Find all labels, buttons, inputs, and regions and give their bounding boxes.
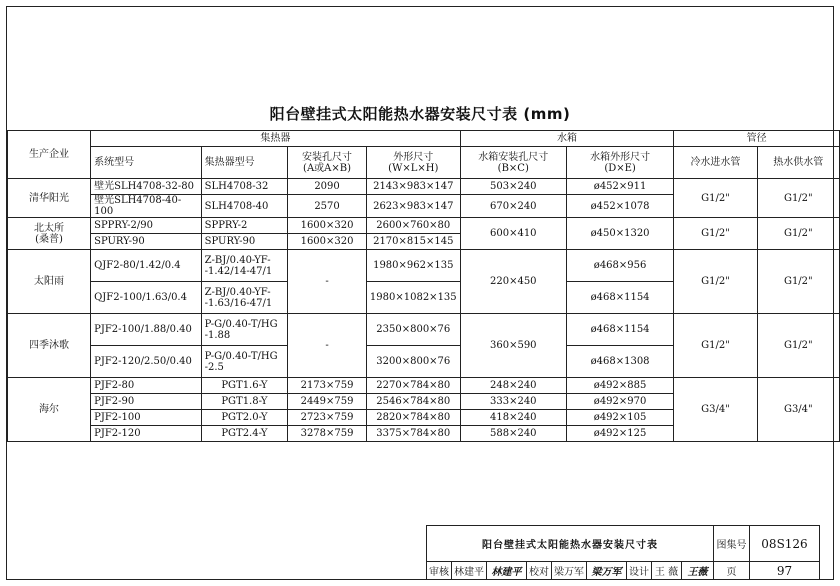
cell: 壁光SLH4708-40-100 xyxy=(91,195,202,218)
designer-signature: 王薇 xyxy=(682,562,714,580)
cell: G3/4" xyxy=(757,378,839,442)
cell: 2143×983×147 xyxy=(366,179,460,195)
cell: - xyxy=(288,314,367,378)
reviewer-signature: 林建平 xyxy=(487,562,527,580)
cell: 1600×320 xyxy=(288,218,367,234)
cell: 2600×760×80 xyxy=(366,218,460,234)
header-collector-model: 集热器型号 xyxy=(201,147,288,179)
cell: G1/2" xyxy=(757,179,839,218)
cell: - xyxy=(288,250,367,314)
cell: 1600×320 xyxy=(288,234,367,250)
cell: 588×240 xyxy=(460,426,566,442)
cell: PJF2-100/1.88/0.40 xyxy=(91,314,202,346)
cell: PJF2-120 xyxy=(91,426,202,442)
cell: 1980×962×135 xyxy=(366,250,460,282)
cell: PJF2-120/2.50/0.40 xyxy=(91,346,202,378)
cell: 3200×800×76 xyxy=(366,346,460,378)
cell: Z-BJ/0.40-YF- -1.63/16-47/1 xyxy=(201,282,288,314)
enterprise-bt: 北太所 (桑普) xyxy=(8,218,91,250)
cell: 3375×784×80 xyxy=(366,426,460,442)
cell: 670×240 xyxy=(460,195,566,218)
header-collector-group: 集热器 xyxy=(91,131,461,147)
cell: SPURY-90 xyxy=(201,234,288,250)
cell: 2449×759 xyxy=(288,394,367,410)
cell: SLH4708-32 xyxy=(201,179,288,195)
title-block-title: 阳台壁挂式太阳能热水器安装尺寸表 xyxy=(427,526,714,562)
cell: 2170×815×145 xyxy=(366,234,460,250)
cell: 360×590 xyxy=(460,314,566,378)
cell: SPPRY-2/90 xyxy=(91,218,202,234)
cell: 2173×759 xyxy=(288,378,367,394)
table-title: 阳台壁挂式太阳能热水器安装尺寸表 (mm) xyxy=(269,105,571,123)
cell: ø452×1078 xyxy=(566,195,673,218)
dimension-table xyxy=(7,130,840,442)
cell: PJF2-100 xyxy=(91,410,202,426)
cell: ø452×911 xyxy=(566,179,673,195)
cell: 2350×800×76 xyxy=(366,314,460,346)
header-hot-out: 热水供水管 xyxy=(757,147,839,179)
cell: Z-BJ/0.40-YF- -1.42/14-47/1 xyxy=(201,250,288,282)
cell: 600×410 xyxy=(460,218,566,250)
cell: ø468×1154 xyxy=(566,314,673,346)
cell: SLH4708-40 xyxy=(201,195,288,218)
cell: 220×450 xyxy=(460,250,566,314)
header-tank-outer: 水箱外形尺寸 (D×E) xyxy=(566,147,673,179)
cell: 333×240 xyxy=(460,394,566,410)
cell: PJF2-80 xyxy=(91,378,202,394)
cell: G1/2" xyxy=(757,218,839,250)
header-tank-hole: 水箱安装孔尺寸 (B×C) xyxy=(460,147,566,179)
cell: 1980×1082×135 xyxy=(366,282,460,314)
cell: ø492×125 xyxy=(566,426,673,442)
designer-name: 王 薇 xyxy=(652,562,682,580)
header-install-hole: 安装孔尺寸 (A或A×B) xyxy=(288,147,367,179)
cell: G1/2" xyxy=(674,179,757,218)
atlas-label: 图集号 xyxy=(714,526,750,562)
cell: PGT1.8-Y xyxy=(201,394,288,410)
cell: SPURY-90 xyxy=(91,234,202,250)
cell: 2623×983×147 xyxy=(366,195,460,218)
cell: QJF2-100/1.63/0.4 xyxy=(91,282,202,314)
cell: G1/2" xyxy=(674,218,757,250)
cell: G1/2" xyxy=(757,250,839,314)
header-system-model: 系统型号 xyxy=(91,147,202,179)
header-pipe-group: 管径 xyxy=(674,131,840,147)
page-label: 页 xyxy=(714,562,750,580)
enterprise-qh: 清华阳光 xyxy=(8,179,91,218)
reviewer-name: 林建平 xyxy=(452,562,487,580)
checker-signature: 梁万军 xyxy=(587,562,627,580)
cell: 壁光SLH4708-32-80 xyxy=(91,179,202,195)
cell: PGT2.4-Y xyxy=(201,426,288,442)
cell: ø468×1308 xyxy=(566,346,673,378)
cell: ø450×1320 xyxy=(566,218,673,250)
cell: ø492×105 xyxy=(566,410,673,426)
header-cold-in: 冷水进水管 xyxy=(674,147,757,179)
cell: G1/2" xyxy=(757,314,839,378)
cell: ø468×1154 xyxy=(566,282,673,314)
cell: 248×240 xyxy=(460,378,566,394)
design-label: 设计 xyxy=(627,562,652,580)
cell: 503×240 xyxy=(460,179,566,195)
enterprise-he: 海尔 xyxy=(8,378,91,442)
cell: ø492×885 xyxy=(566,378,673,394)
cell: G1/2" xyxy=(674,250,757,314)
atlas-number: 08S126 xyxy=(750,526,820,562)
cell: PJF2-90 xyxy=(91,394,202,410)
cell: SPPRY-2 xyxy=(201,218,288,234)
cell: PGT2.0-Y xyxy=(201,410,288,426)
cell: G1/2" xyxy=(674,314,757,378)
cell: ø492×970 xyxy=(566,394,673,410)
check-label: 校对 xyxy=(527,562,552,580)
cell: PGT1.6-Y xyxy=(201,378,288,394)
cell: 2090 xyxy=(288,179,367,195)
cell: 2546×784×80 xyxy=(366,394,460,410)
enterprise-sj: 四季沐歌 xyxy=(8,314,91,378)
cell: ø468×956 xyxy=(566,250,673,282)
cell: P-G/0.40-T/HG -1.88 xyxy=(201,314,288,346)
cell: G3/4" xyxy=(674,378,757,442)
enterprise-ty: 太阳雨 xyxy=(8,250,91,314)
header-tank-group: 水箱 xyxy=(460,131,674,147)
page-number: 97 xyxy=(750,562,820,580)
cell: P-G/0.40-T/HG -2.5 xyxy=(201,346,288,378)
checker-name: 梁万军 xyxy=(552,562,587,580)
review-label: 审核 xyxy=(427,562,452,580)
cell: 3278×759 xyxy=(288,426,367,442)
cell: 418×240 xyxy=(460,410,566,426)
title-block xyxy=(426,525,820,580)
cell: 2570 xyxy=(288,195,367,218)
cell: 2723×759 xyxy=(288,410,367,426)
cell: 2270×784×80 xyxy=(366,378,460,394)
header-enterprise: 生产企业 xyxy=(8,131,91,179)
cell: QJF2-80/1.42/0.4 xyxy=(91,250,202,282)
header-outer-size: 外形尺寸 (W×L×H) xyxy=(366,147,460,179)
cell: 2820×784×80 xyxy=(366,410,460,426)
